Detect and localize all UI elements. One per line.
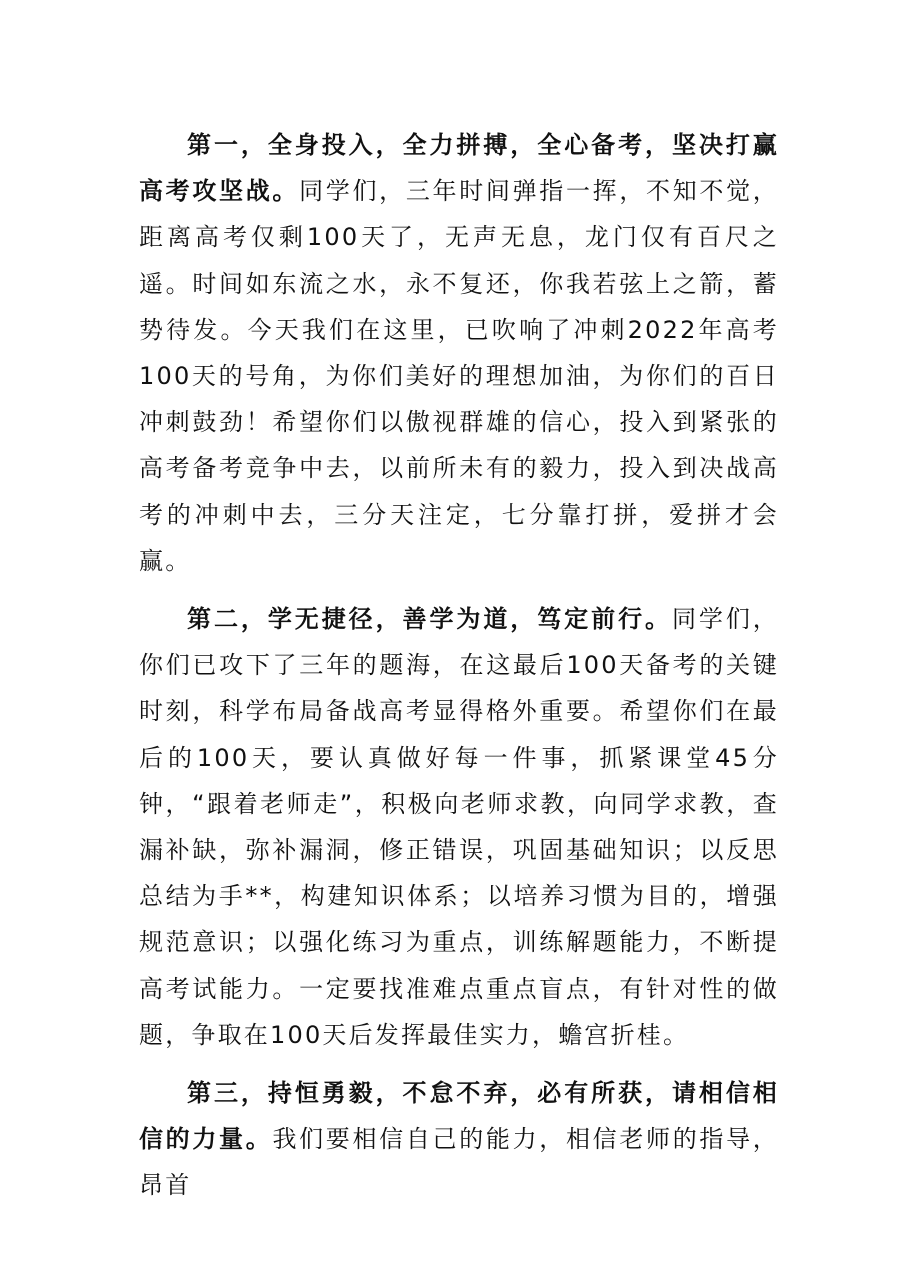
paragraph-3-text: 我们要相信自己的能力，相信老师的指导，昂首 bbox=[139, 1125, 779, 1200]
paragraph-2-heading: 第二，学无捷径，善学为道，笃定前行。 bbox=[187, 605, 672, 634]
document-body bbox=[139, 122, 779, 1221]
paragraph-3-heading: 第三，持恒勇毅，不怠不弃，必有所获，请相信相信的力量。 bbox=[139, 1079, 779, 1154]
paragraph-1 bbox=[139, 122, 779, 584]
paragraph-1-text: 同学们，三年时间弹指一挥，不知不觉，距离高考仅剩100天了，无声无息，龙门仅有百尺之遥。时间如东流之水，永不复还，你我若弦上之箭，蓄势待发。今天我们在这里，已吹响了冲刺2022年高考100天的号角，为你们美好的理想加油，为你们的百日冲刺鼓劲！希望你们以傲视群雄的信心，投入到紧张的高考备考竞争中去，以前所未有的毅力，投入到决战高考的冲刺中去，三分天注定，七分靠打拼，爱拼才会赢。 bbox=[139, 177, 779, 575]
paragraph-1-heading: 第一，全身投入，全力拼搏，全心备考，坚决打赢高考攻坚战。 bbox=[139, 131, 779, 206]
paragraph-2-text: 同学们，你们已攻下了三年的题海，在这最后100天备考的关键时刻，科学布局备战高考显得格外重要。希望你们在最后的100天，要认真做好每一件事，抓紧课堂45分钟，“跟着老师走”，积极向老师求教，向同学求教，查漏补缺，弥补漏洞，修正错误，巩固基础知识；以反思总结为手**，构建知识体系；以培养习惯为目的，增强规范意识；以强化练习为重点，训练解题能力，不断提高考试能力。一定要找准难点重点盲点，有针对性的做题，争取在100天后发挥最佳实力，蟾宫折桂。 bbox=[139, 605, 779, 1049]
paragraph-2 bbox=[139, 596, 779, 1058]
paragraph-3 bbox=[139, 1070, 779, 1209]
